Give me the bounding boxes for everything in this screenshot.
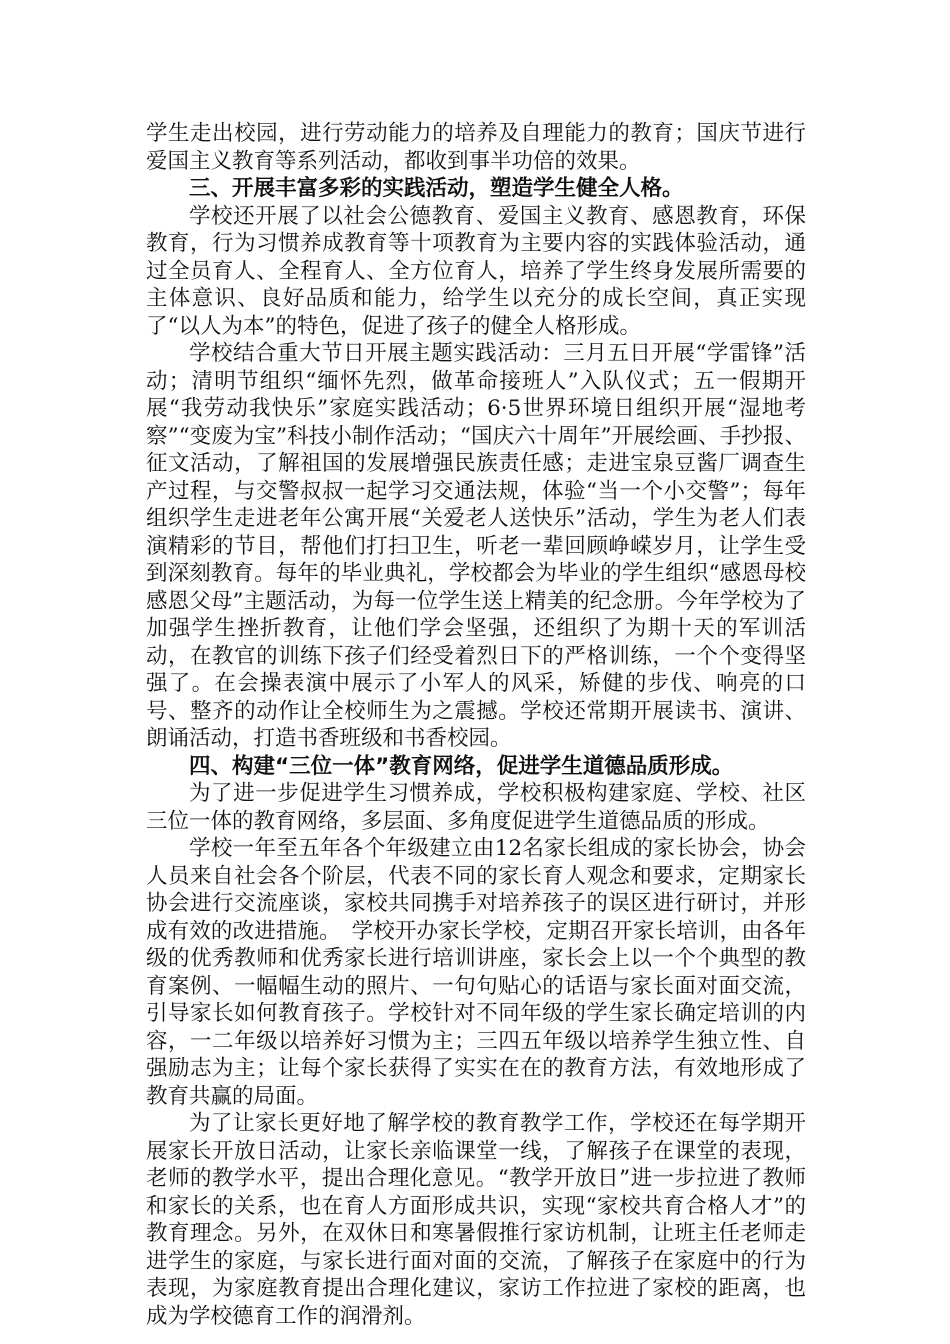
paragraph-parent-association: 学校一年至五年各个年级建立由12名家长组成的家长协会，协会人员来自社会各个阶层，代表不同的家长育人观念和要求，定期家长协会进行交流座谈，家校共同携手对培养孩子的误区进行研讨，并形成有效的改进措施。 学校开办家长学校，定期召开家长培训，由各年级的优秀教师和优秀家长进行培训讲座，家长会上以一个个典型的教育案例、一幅幅生动的照片、一句句贴心的话语与家长面对面交流，引导家长如何教育孩子。学校针对不同年级的学生家长确定培训的内容，一二年级以培养好习惯为主；三四五年级以培养学生独立性、自强励志为主；让每个家长获得了实实在在的教育方法，有效地形成了教育共赢的局面。 [146,836,806,1109]
document-page [146,120,806,1330]
section-heading-3: 三、开展丰富多彩的实践活动，塑造学生健全人格。 [189,176,684,201]
paragraph-practice-activities: 学校还开展了以社会公德教育、爱国主义教育、感恩教育，环保教育，行为习惯养成教育等十项教育为主要内容的实践体验活动，通过全员育人、全程育人、全方位育人，培养了学生终身发展所需要的主体意识、良好品质和能力，给学生以充分的成长空间，真正实现了“以人为本”的特色，促进了孩子的健全人格形成。 [146,203,806,339]
paragraph-festival-activities: 学校结合重大节日开展主题实践活动：三月五日开展“学雷锋”活动；清明节组织“缅怀先烈，做革命接班人”入队仪式；五一假期开展“我劳动我快乐”家庭实践活动；6·5世界环境日组织开展“湿地考察”“变废为宝”科技小制作活动；“国庆六十周年”开展绘画、手抄报、征文活动，了解祖国的发展增强民族责任感；走进宝泉豆酱厂调查生产过程，与交警叔叔一起学习交通法规，体验“当一个小交警”；每年组织学生走进老年公寓开展“关爱老人送快乐”活动，学生为老人们表演精彩的节目，帮他们打扫卫生，听老一辈回顾峥嵘岁月，让学生受到深刻教育。每年的毕业典礼，学校都会为毕业的学生组织“感恩母校感恩父母”主题活动，为每一位学生送上精美的纪念册。今年学校为了加强学生挫折教育，让他们学会坚强，还组织了为期十天的军训活动，在教官的训练下孩子们经受着烈日下的严格训练，一个个变得坚强了。在会操表演中展示了小军人的风采，矫健的步伐、响亮的口号、整齐的动作让全校师生为之震撼。学校还常期开展读书、演讲、朗诵活动，打造书香班级和书香校园。 [146,341,806,751]
paragraph-education-network: 为了进一步促进学生习惯养成，学校积极构建家庭、学校、社区三位一体的教育网络，多层面、多角度促进学生道德品质的形成。 [146,781,806,834]
paragraph-open-day: 为了让家长更好地了解学校的教育教学工作，学校还在每学期开展家长开放日活动，让家长亲临课堂一线，了解孩子在课堂的表现，老师的教学水平，提出合理化意见。“教学开放日”进一步拉进了教师和家长的关系，也在育人方面形成共识，实现“家校共育合格人才”的教育理念。另外，在双休日和寒暑假推行家访机制，让班主任老师走进学生的家庭，与家长进行面对面的交流，了解孩子在家庭中的行为表现，为家庭教育提出合理化建议，家访工作拉进了家校的距离，也成为学校德育工作的润滑剂。 [146,1111,806,1329]
section-heading-4: 四、构建“三位一体”教育网络，促进学生道德品质形成。 [189,753,734,779]
paragraph-continued: 学生走出校园，进行劳动能力的培养及自理能力的教育；国庆节进行爱国主义教育等系列活动，都收到事半功倍的效果。 [146,121,806,174]
